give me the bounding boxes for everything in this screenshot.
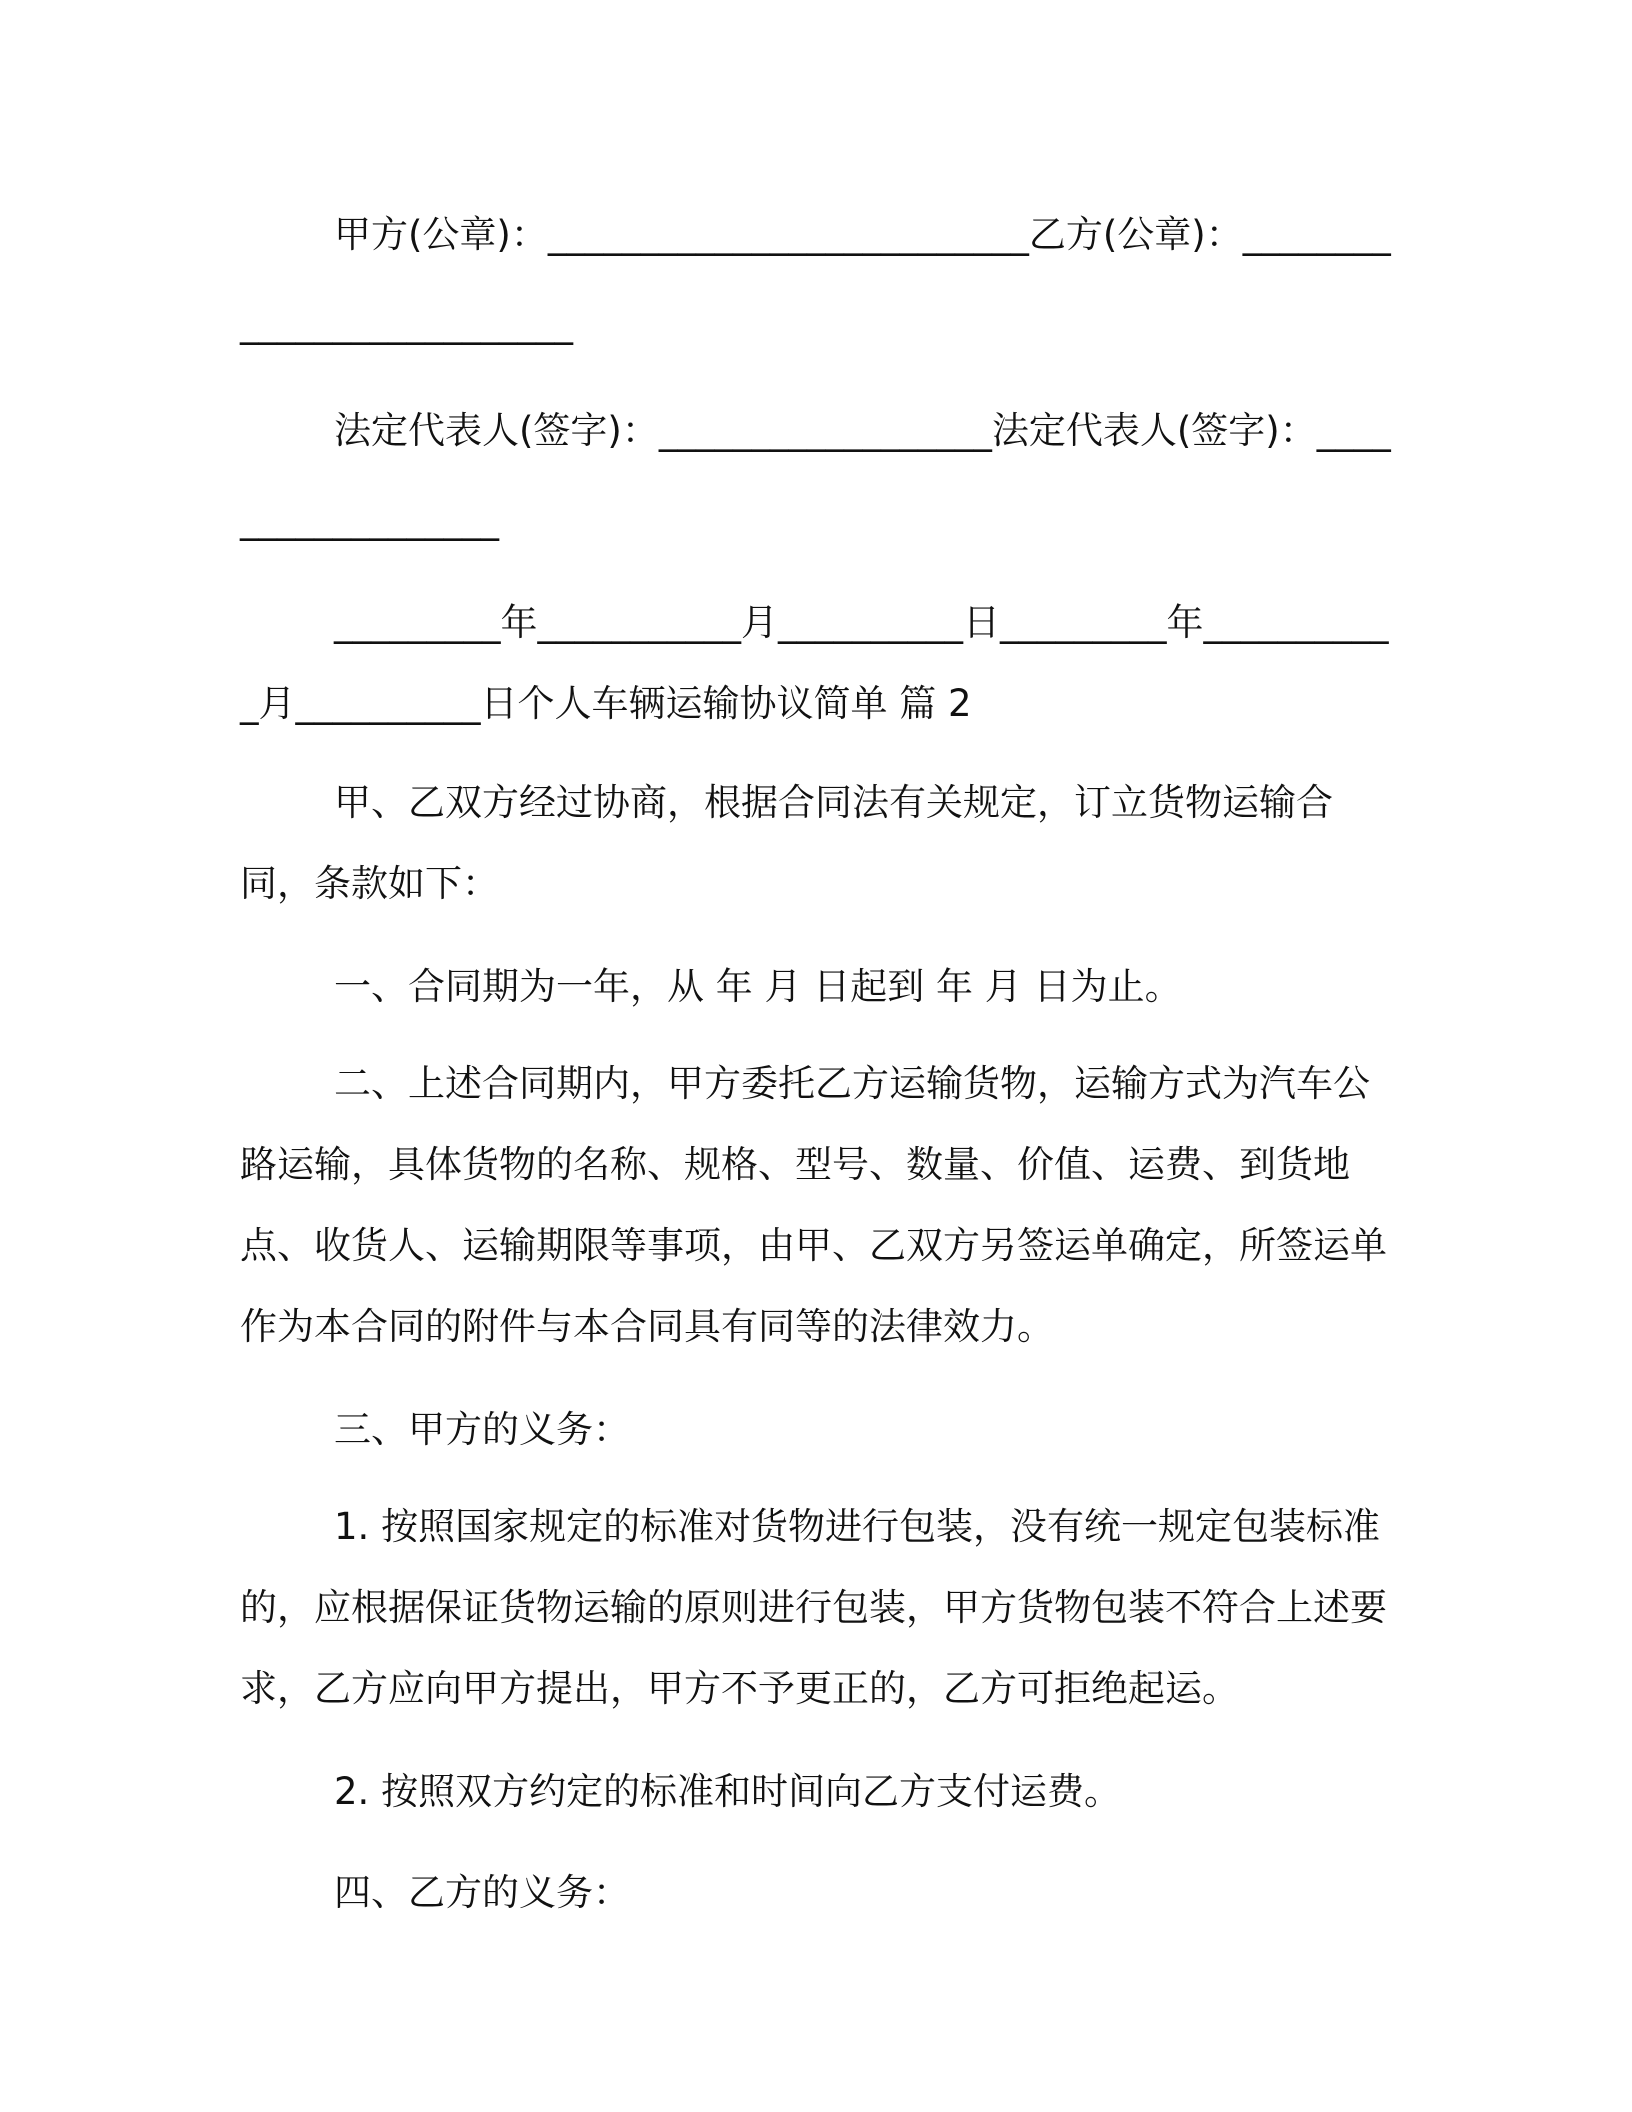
clause-3-item-2: 2. 按照双方约定的标准和时间向乙方支付运费。 — [334, 1770, 1122, 1813]
document-body — [240, 190, 1405, 1937]
clause-1: 一、合同期为一年，从 年 月 日起到 年 月 日为止。 — [334, 965, 1182, 1008]
clause-2: 二、上述合同期内，甲方委托乙方运输货物，运输方式为汽车公路运输，具体货物的名称、规格、型号、数量、价值、运费、到货地点、收货人、运输期限等事项，由甲、乙双方另签运单确定，所签运单作为本合同的附件与本合同具有同等的法律效力。 — [240, 1062, 1387, 1348]
clause-4-title: 四、乙方的义务： — [334, 1871, 630, 1914]
signature-representative-line: 法定代表人(签字)：__________________法定代表人(签字)：__________________ — [240, 409, 1391, 541]
date-and-section-title: _________年___________月__________日_________年___________月__________日个人车辆运输协议简单 篇 2 — [240, 601, 1389, 725]
clause-3-title: 三、甲方的义务： — [334, 1408, 630, 1451]
contract-intro: 甲、乙双方经过协商，根据合同法有关规定，订立货物运输合同，条款如下： — [240, 781, 1333, 905]
clause-3-item-1: 1. 按照国家规定的标准对货物进行包装，没有统一规定包装标准的，应根据保证货物运输的原则进行包装，甲方货物包装不符合上述要求，乙方应向甲方提出，甲方不予更正的，乙方可拒绝起运。 — [240, 1505, 1387, 1710]
signature-party-line: 甲方(公章)：__________________________乙方(公章)：__________________________ — [240, 213, 1391, 345]
